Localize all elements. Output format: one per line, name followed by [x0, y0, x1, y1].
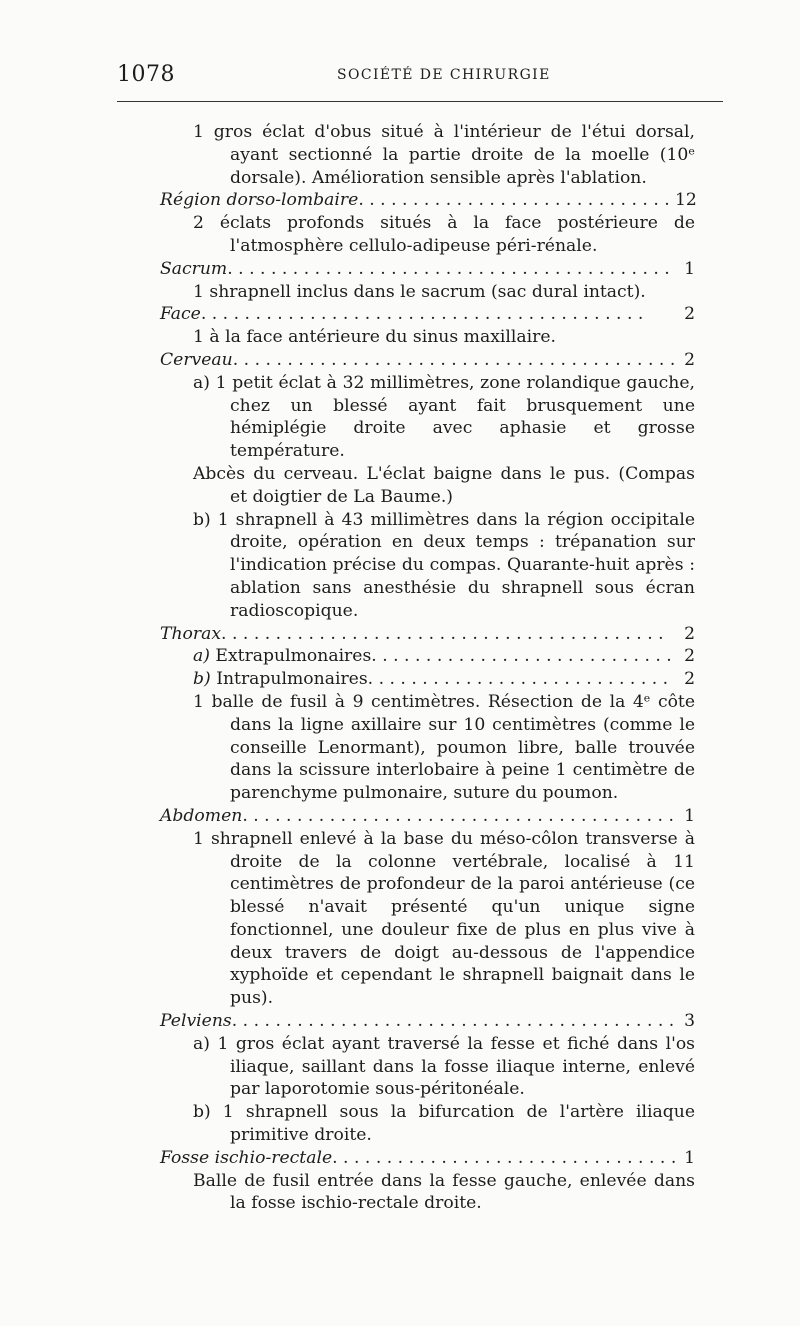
- case-count: 2: [684, 646, 695, 667]
- heading-label: Cerveau: [160, 349, 233, 370]
- section-heading: [160, 623, 695, 646]
- heading-label: Fosse ischio-rectale: [160, 1147, 333, 1168]
- header-rule: [117, 101, 723, 102]
- section-heading: [160, 189, 695, 212]
- case-count: 2: [684, 669, 695, 690]
- dot-leader: [201, 303, 675, 326]
- text-paragraph: a) 1 petit éclat à 32 millimètres, zone rolandique gauche, chez un blessé ayant fait brusquement une hémiplégie droite avec aphasie et grosse température.: [193, 372, 695, 462]
- text-paragraph: 1 à la face antérieure du sinus maxillaire.: [193, 327, 556, 348]
- text-paragraph: 1 balle de fusil à 9 centimètres. Résection de la 4ᵉ côte dans la ligne axillaire sur 10 centimètres (comme le conseille Lenormant), poumon libre, balle trouvée dans la scissure interlobaire à peine 1 centimètre de parenchyme pulmonaire, suture du poumon.: [193, 691, 695, 804]
- heading-label: Pelviens: [160, 1011, 232, 1032]
- dot-leader: [232, 1010, 675, 1033]
- text-paragraph: 1 shrapnell inclus dans le sacrum (sac dural intact).: [193, 281, 646, 302]
- case-count: 1: [684, 805, 695, 826]
- case-count: 1: [684, 258, 695, 279]
- subsection-heading: [160, 645, 695, 668]
- subsection-heading: [160, 668, 695, 691]
- heading-label: Face: [160, 304, 201, 325]
- running-title: SOCIÉTÉ DE CHIRURGIE: [337, 67, 551, 83]
- case-count: 12: [675, 190, 697, 211]
- case-count: 3: [684, 1011, 695, 1032]
- heading-marker: a): [193, 646, 210, 667]
- text-paragraph: Balle de fusil entrée dans la fesse gauche, enlevée dans la fosse ischio-rectale droite.: [193, 1170, 695, 1214]
- text-paragraph: 2 éclats profonds situés à la face postérieure de l'atmosphère cellulo-adipeuse péri-rénale.: [193, 213, 695, 256]
- page-header: [117, 62, 723, 92]
- section-heading: [160, 303, 695, 326]
- case-count: 1: [684, 1147, 695, 1168]
- dot-leader: [358, 189, 675, 212]
- dot-leader: [368, 668, 675, 691]
- heading-marker: b): [193, 669, 211, 690]
- heading-label: Région dorso-lombaire: [160, 190, 359, 211]
- section-heading: [160, 1010, 695, 1033]
- section-heading: [160, 1147, 695, 1170]
- heading-label: Abdomen: [160, 805, 243, 826]
- dot-leader: [233, 349, 675, 372]
- heading-text: Intrapulmonaires: [216, 669, 368, 690]
- text-paragraph: b) 1 shrapnell sous la bifurcation de l'artère iliaque primitive droite.: [193, 1102, 695, 1146]
- dot-leader: [227, 258, 675, 281]
- text-paragraph: b) 1 shrapnell à 43 millimètres dans la région occipitale droite, opération en deux temps : trépanation sur l'indication précise du compas. Quarante-huit après : ablation sans anesthésie du shrapnell sous écran radioscopique.: [193, 509, 695, 621]
- text-paragraph: a) 1 gros éclat ayant traversé la fesse et fiché dans l'os iliaque, saillant dans la fosse iliaque interne, enlevé par laporotomie sous-péritonéale.: [193, 1033, 695, 1100]
- case-count: 2: [684, 304, 695, 325]
- section-heading: [160, 805, 695, 828]
- text-paragraph: 1 shrapnell enlevé à la base du méso-côlon transverse à droite de la colonne vertébrale, localisé à 11 centimètres de profondeur de la paroi antérieuse (ce blessé n'avait présenté qu'un unique signe fonctionnel, une douleur fixe de plus en plus vive à deux travers de doigt au-dessous de l'appendice xyphoïde et cependant le shrapnell baignait dans le pus).: [193, 828, 695, 1009]
- heading-label: [160, 668, 368, 691]
- heading-label: Thorax: [160, 623, 222, 644]
- dot-leader: [221, 623, 675, 646]
- page-number: 1078: [117, 62, 175, 87]
- heading-label: [160, 645, 371, 668]
- heading-text: Extrapulmonaires: [215, 646, 372, 667]
- section-heading: [160, 258, 695, 281]
- dot-leader: [371, 645, 675, 668]
- dot-leader: [332, 1147, 675, 1170]
- case-count: 2: [684, 623, 695, 644]
- text-paragraph: 1 gros éclat d'obus situé à l'intérieur de l'étui dorsal, ayant sectionné la partie droite de la moelle (10ᵉ dorsale). Amélioration sensible après l'ablation.: [193, 122, 695, 188]
- case-count: 2: [684, 349, 695, 370]
- section-heading: [160, 349, 695, 372]
- dot-leader: [242, 805, 675, 828]
- heading-label: Sacrum: [160, 258, 228, 279]
- text-paragraph: Abcès du cerveau. L'éclat baigne dans le pus. (Compas et doigtier de La Baume.): [193, 463, 695, 507]
- document-body: [160, 121, 695, 1215]
